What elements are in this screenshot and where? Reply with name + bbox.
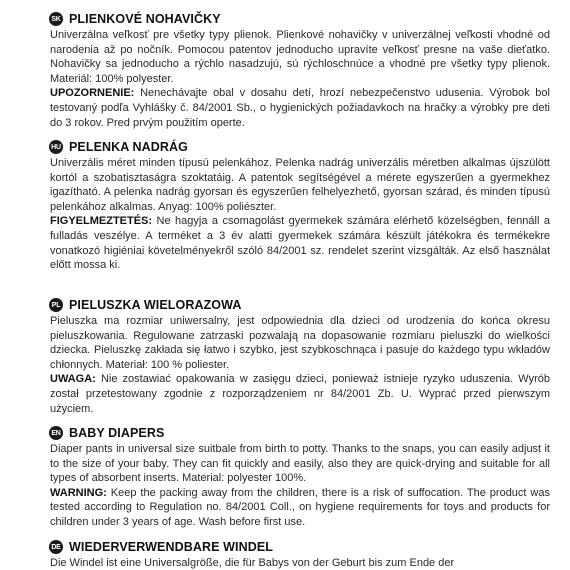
section-hu xyxy=(50,138,550,273)
section-title: BABY DIAPERS xyxy=(69,426,165,440)
section-title: PLIENKOVÉ NOHAVIČKY xyxy=(69,12,221,26)
section-header xyxy=(49,424,550,442)
warning-label: FIGYELMEZTETÉS: xyxy=(50,215,153,228)
section-header xyxy=(49,138,550,156)
warning-label: UWAGA: xyxy=(50,373,96,386)
language-badge-sk: SK xyxy=(49,12,63,26)
section-header xyxy=(49,538,550,556)
section-body xyxy=(50,442,550,530)
section-title: PIELUSZKA WIELORAZOWA xyxy=(69,298,242,312)
warning-text: Keep the packing away from the children, there is a risk of suffocation. The product was tested according to Regulation no. 84/2001 Coll., on hygiene requirements for toys and products for children under 3 years of age. Wash before first use. xyxy=(50,486,550,528)
warning-paragraph xyxy=(50,214,550,272)
section-body xyxy=(50,156,550,273)
section-title: PELENKA NADRÁG xyxy=(69,140,188,154)
section-body xyxy=(50,556,550,570)
language-badge-pl: PL xyxy=(49,298,63,312)
warning-text: Ne hagyja a csomagolást gyermekek számára elérhető közelségben, fennáll a fulladás veszélye. A terméket a 3 év alatti gyermekek számára készült játékokra és termékekre vonatkozó higiéniai követelményekről szóló 84/2001 sz. rendelet szerint vizsgálták. Az első használat előtt mossa ki. xyxy=(50,215,550,272)
warning-paragraph xyxy=(50,486,550,530)
warning-paragraph xyxy=(50,86,550,130)
section-body xyxy=(50,314,550,416)
description-text: Die Windel ist eine Universalgröße, die für Babys von der Geburt bis zum Ende der xyxy=(50,557,455,569)
warning-label: UPOZORNENIE: xyxy=(50,87,135,100)
section-pl xyxy=(50,296,550,416)
section-de xyxy=(50,538,550,570)
section-header xyxy=(49,296,550,314)
warning-label: WARNING: xyxy=(50,486,107,499)
section-header xyxy=(49,10,550,28)
warning-text: Nie zostawiać opakowania w zasięgu dzieci, ponieważ istnieje ryzyko uduszenia. Wyrób został przetestowany zgodnie z rozporządzeniem nr 84/2001 Zb. U. Wyprać przed pierwszym użyciem. xyxy=(50,373,550,415)
warning-text: Nenechávajte obal v dosahu detí, hrozí nebezpečenstvo udusenia. Výrobok bol testovaný podľa Vyhlášky č. 84/2001 Sb., o hygienických požiadavkoch na hračky a výrobky pre deti do 3 rokov. Pred prvým použitím operte. xyxy=(50,87,550,129)
section-sk xyxy=(50,10,550,130)
description-text: Univerzálna veľkosť pre všetky typy plienok. Plienkové nohavičky v univerzálnej veľkosti vhodné od narodenia až po nočník. Pomocou patentov jednoducho upravíte veľkosť presne na vaše dieťatko. Nohavičky sa jednoducho a rýchlo nasadzujú, sú rýchloschnúce a vhodné pre všetky typy plienok. Materiál: 100% polyester. xyxy=(50,29,550,85)
description-text: Diaper pants in universal size suitbale from birth to potty. Thanks to the snaps, you can easily adjust it to the size of your baby. They can fit quickly and easily, also they are quick-drying and suitable for all types of absorbent inserts. Material: polyester 100%. xyxy=(50,443,550,485)
description-text: Univerzális méret minden típusú pelenkához. Pelenka nadrág univerzális méretben alkalmas újszülött kortól a szobatisztaságra szoktatáig. A patentok segítségével a mérete egyszerűen a gyermekhez igazítható. A pelenka nadrág gyorsan és egyszerűen felhelyezhető, gyorsan szárad, és minden típusú pelenkához alkalmas. Anyag: 100% poliészter. xyxy=(50,157,550,213)
section-body xyxy=(50,28,550,130)
language-badge-en: EN xyxy=(49,426,63,440)
warning-paragraph xyxy=(50,372,550,416)
language-badge-hu: HU xyxy=(49,140,63,154)
description-text: Pieluszka ma rozmiar uniwersalny, jest odpowiednia dla dzieci od urodzenia do końca okresu pieluszkowania. Regulowane zatrzaski pozwalają na dopasowanie rozmiaru pieluszki do wielkości dziecka. Pieluszkę zakłada się łatwo i szybko, jest szybkoschnąca i pasuje do każdego typu wkładów chłonnych. Materiał: 100 % poliester. xyxy=(50,315,550,371)
section-en xyxy=(50,424,550,530)
section-title: WIEDERVERWENDBARE WINDEL xyxy=(69,540,274,554)
language-badge-de: DE xyxy=(49,540,63,554)
